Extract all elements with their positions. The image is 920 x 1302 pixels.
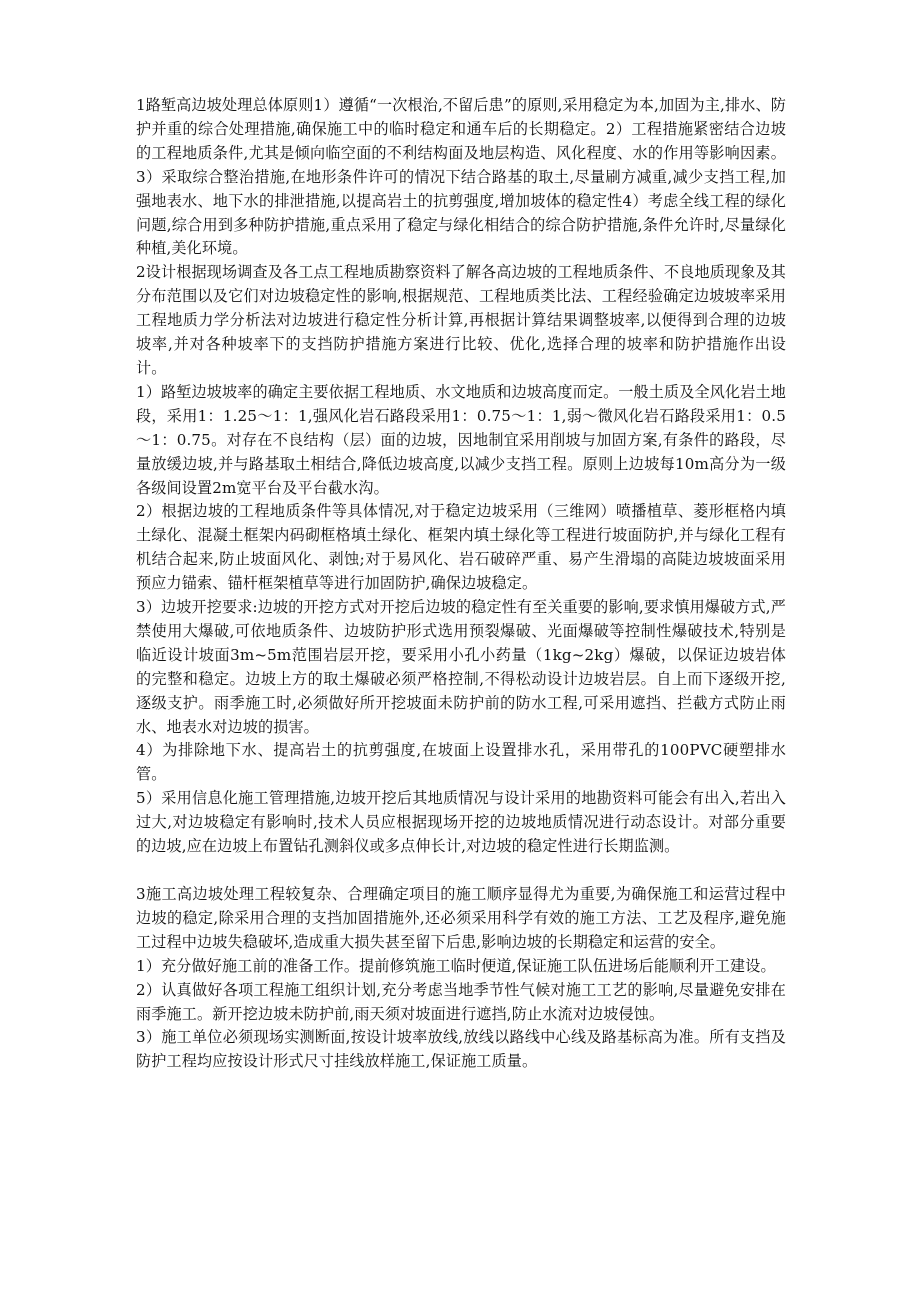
document-body <box>136 94 786 1074</box>
paragraph-design-item-4: 4）为排除地下水、提高岩土的抗剪强度,在坡面上设置排水孔，采用带孔的100PVC硬塑排水管。 <box>136 741 786 784</box>
paragraph-construction-item-1: 1）充分做好施工前的准备工作。提前修筑施工临时便道,保证施工队伍进场后能顺利开工建设。 <box>136 956 776 975</box>
paragraph-construction-item-2: 2）认真做好各项工程施工组织计划,充分考虑当地季节性气候对施工工艺的影响,尽量避免安排在雨季施工。新开挖边坡未防护前,雨天须对坡面进行遮挡,防止水流对边坡侵蚀。 <box>136 980 786 1023</box>
paragraph-design-item-2: 2）根据边坡的工程地质条件等具体情况,对于稳定边坡采用（三维网）喷播植草、菱形框格内填土绿化、混凝土框架内码砌框格填土绿化、框架内填土绿化等工程进行坡面防护,并与绿化工程有机结合起来,防止坡面风化、剥蚀;对于易风化、岩石破碎严重、易产生滑塌的高陡边坡坡面采用预应力锚索、锚杆框架植草等进行加固防护,确保边坡稳定。 <box>136 502 786 593</box>
paragraph-construction: 3施工高边坡处理工程较复杂、合理确定项目的施工顺序显得尤为重要,为确保施工和运营过程中边坡的稳定,除采用合理的支挡加固措施外,还必须采用科学有效的施工方法、工艺及程序,避免施工过程中边坡失稳破坏,造成重大损失甚至留下后患,影响边坡的长期稳定和运营的安全。 <box>136 885 786 951</box>
paragraph-design-item-5: 5）采用信息化施工管理措施,边坡开挖后其地质情况与设计采用的地勘资料可能会有出入,若出入过大,对边坡稳定有影响时,技术人员应根据现场开挖的边坡地质情况进行动态设计。对部分重要的边坡,应在边坡上布置钻孔测斜仪或多点伸长计,对边坡的稳定性进行长期监测。 <box>136 789 786 856</box>
paragraph-design-item-1: 1）路堑边坡坡率的确定主要依据工程地质、水文地质和边坡高度而定。一般土质及全风化岩土地段，采用1：1.25～1：1,强风化岩石路段采用1：0.75～1：1,弱～微风化岩石路段采用1：0.5～1：0.75。对存在不良结构（层）面的边坡，因地制宜采用削坡与加固方案,有条件的路段，尽量放缓边坡,并与路基取土相结合,降低边坡高度,以减少支挡工程。原则上边坡每10m高分为一级各级间设置2m宽平台及平台截水沟。 <box>136 382 786 497</box>
paragraph-design-item-3: 3）边坡开挖要求:边坡的开挖方式对开挖后边坡的稳定性有至关重要的影响,要求慎用爆破方式,严禁使用大爆破,可依地质条件、边坡防护形式选用预裂爆破、光面爆破等控制性爆破技术,特别是临近设计坡面3m~5m范围岩层开挖，要采用小孔小药量（1kg~2kg）爆破，以保证边坡岩体的完整和稳定。边坡上方的取土爆破必须严格控制,不得松动设计边坡岩层。自上而下逐级开挖,逐级支护。雨季施工时,必须做好所开挖坡面未防护前的防水工程,可采用遮挡、拦截方式防止雨水、地表水对边坡的损害。 <box>136 598 786 736</box>
paragraph-construction-item-3: 3）施工单位必须现场实测断面,按设计坡率放线,放线以路线中心线及路基标高为准。所有支挡及防护工程均应按设计形式尺寸挂线放样施工,保证施工质量。 <box>136 1028 786 1071</box>
paragraph-general-principles: 1路堑高边坡处理总体原则1）遵循“一次根治,不留后患”的原则,采用稳定为本,加固为主,排水、防护并重的综合处理措施,确保施工中的临时稳定和通车后的长期稳定。2）工程措施紧密结合边坡的工程地质条件,尤其是倾向临空面的不利结构面及地层构造、风化程度、水的作用等影响因素。3）采取综合整治措施,在地形条件许可的情况下结合路基的取土,尽量刷方减重,减少支挡工程,加强地表水、地下水的排泄措施,以提高岩土的抗剪强度,增加坡体的稳定性4）考虑全线工程的绿化问题,综合用到多种防护措施,重点采用了稳定与绿化相结合的综合防护措施,条件允许时,尽量绿化种植,美化环境。 <box>136 96 786 258</box>
paragraph-spacer <box>136 859 786 883</box>
paragraph-design: 2设计根据现场调查及各工点工程地质勘察资料了解各高边坡的工程地质条件、不良地质现象及其分布范围以及它们对边坡稳定性的影响,根据规范、工程地质类比法、工程经验确定边坡坡率采用工程地质力学分析法对边坡进行稳定性分析计算,再根据计算结果调整坡率,以便得到合理的边坡坡率,并对各种坡率下的支挡防护措施方案进行比较、优化,选择合理的坡率和防护措施作出设计。 <box>136 263 786 377</box>
